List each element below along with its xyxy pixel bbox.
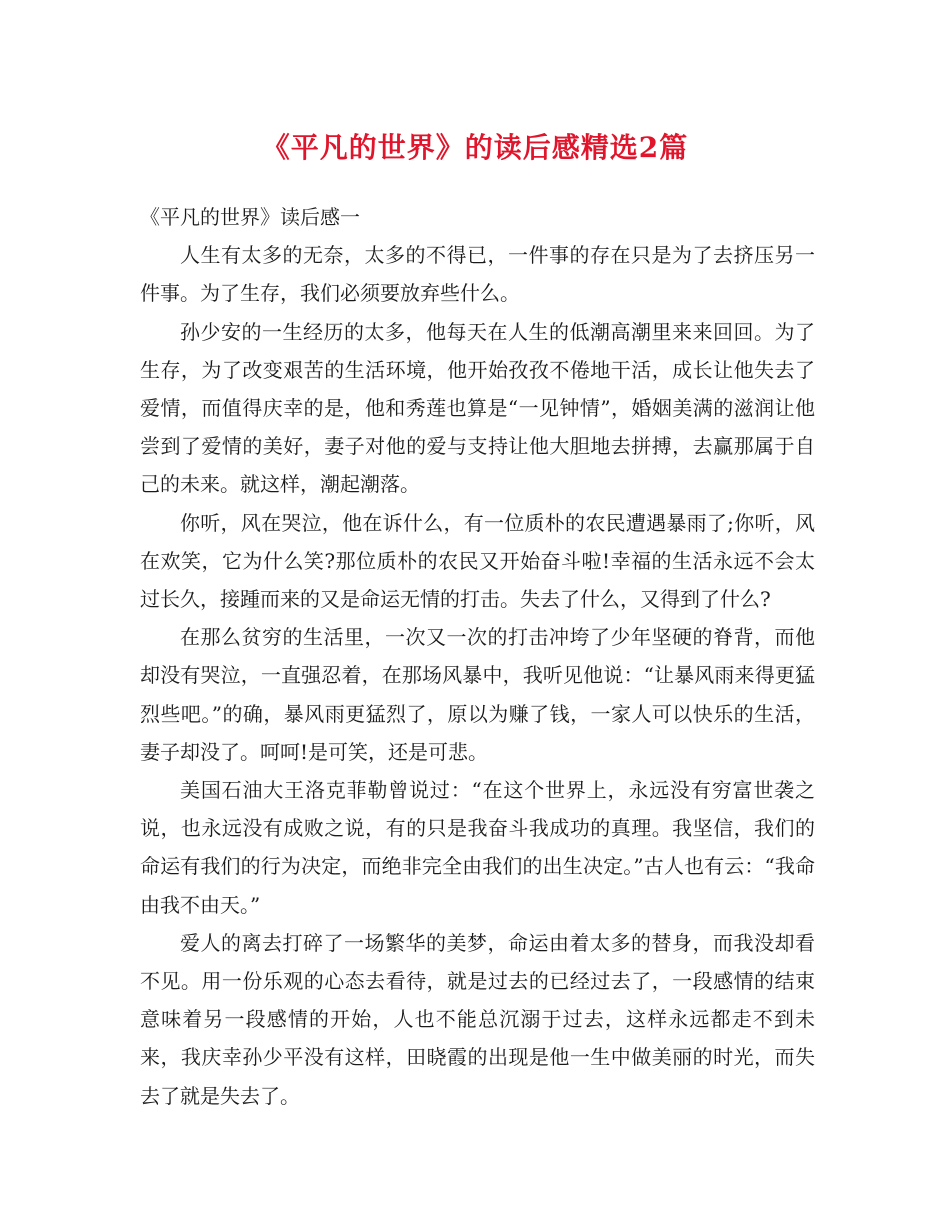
document-body bbox=[140, 198, 815, 1115]
paragraph-4: 在那么贫穷的生活里，一次又一次的打击冲垮了少年坚硬的脊背，而他却没有哭泣，一直强忍着，在那场风暴中，我听见他说：“让暴风雨来得更猛烈些吧。”的确，暴风雨更猛烈了，原以为赚了钱，一家人可以快乐的生活，妻子却没了。呵呵!是可笑，还是可悲。 bbox=[140, 625, 815, 764]
section-subheading: 《平凡的世界》读后感一 bbox=[140, 205, 360, 229]
paragraph-1: 人生有太多的无奈，太多的不得已，一件事的存在只是为了去挤压另一件事。为了生存，我们必须要放弃些什么。 bbox=[140, 243, 815, 306]
paragraph-2: 孙少安的一生经历的太多，他每天在人生的低潮高潮里来来回回。为了生存，为了改变艰苦的生活环境，他开始孜孜不倦地干活，成长让他失去了爱情，而值得庆幸的是，他和秀莲也算是“一见钟情”，婚姻美满的滋润让他尝到了爱情的美好，妻子对他的爱与支持让他大胆地去拼搏，去赢那属于自己的未来。就这样，潮起潮落。 bbox=[140, 319, 815, 497]
paragraph-5: 美国石油大王洛克菲勒曾说过：“在这个世界上，永远没有穷富世袭之说，也永远没有成败之说，有的只是我奋斗我成功的真理。我坚信，我们的命运有我们的行为决定，而绝非完全由我们的出生决定。”古人也有云：“我命由我不由天。” bbox=[140, 778, 815, 917]
paragraph-6: 爱人的离去打碎了一场繁华的美梦，命运由着太多的替身，而我没却看不见。用一份乐观的心态去看待，就是过去的已经过去了，一段感情的结束意味着另一段感情的开始，人也不能总沉溺于过去，这样永远都走不到未来，我庆幸孙少平没有这样，田晓霞的出现是他一生中做美丽的时光，而失去了就是失去了。 bbox=[140, 930, 815, 1108]
document-title: 《平凡的世界》的读后感精选2篇 bbox=[261, 131, 689, 164]
paragraph-3: 你听，风在哭泣，他在诉什么，有一位质朴的农民遭遇暴雨了;你听，风在欢笑，它为什么笑?那位质朴的农民又开始奋斗啦!幸福的生活永远不会太过长久，接踵而来的又是命运无情的打击。失去了什么，又得到了什么? bbox=[140, 510, 815, 612]
